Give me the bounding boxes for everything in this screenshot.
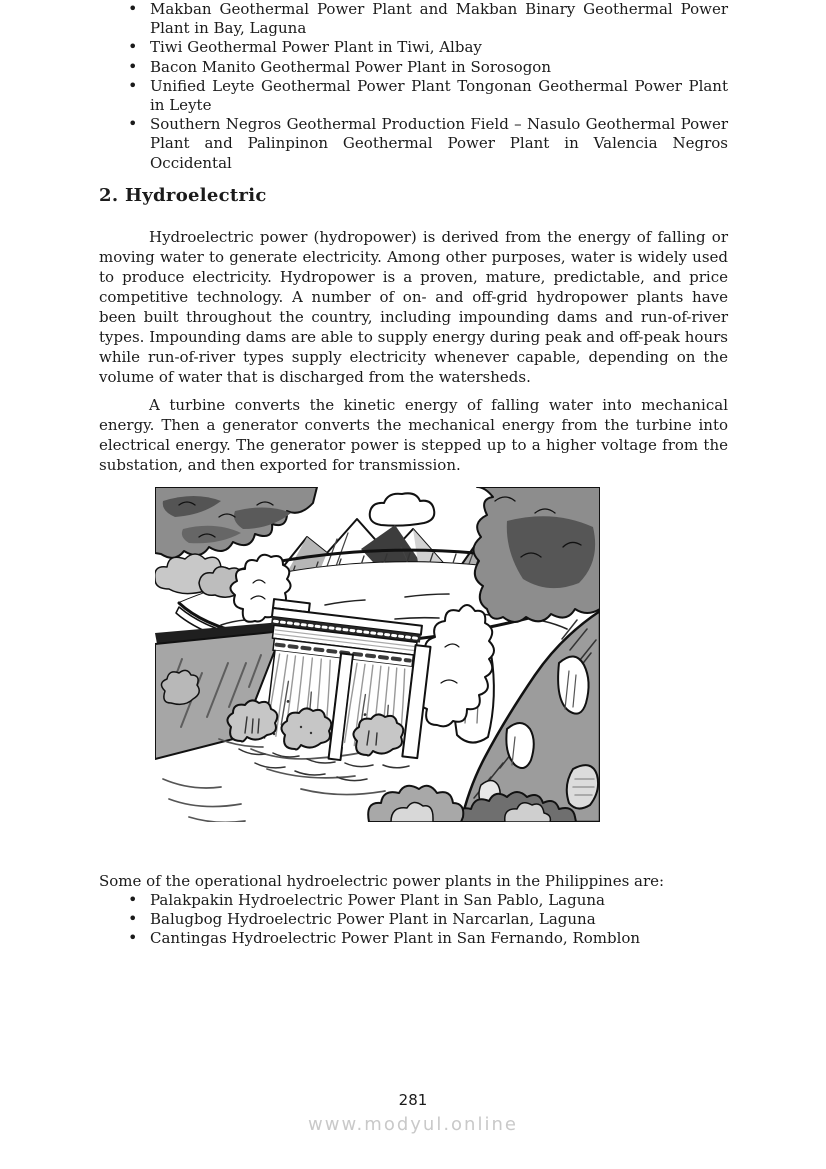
- list-item: • Bacon Manito Geothermal Power Plant in Sorosogon: [99, 58, 728, 77]
- paragraph-hydropower-overview: Hydroelectric power (hydropower) is derived from the energy of falling or moving water to generate electricity. Among other purposes, water is widely used to produce electricity. Hydropower is a proven, mature, predictable, and price competitive technology. A number of on- and off-grid hydropower plants have been built throughout the country, including impounding dams and run-of-river types. Impounding dams are able to supply energy during peak and off-peak hours while run-of-river types supply electricity whenever capable, depending on the volume of water that is discharged from the watersheds.: [99, 227, 728, 386]
- paragraph-turbine-generator: A turbine converts the kinetic energy of falling water into mechanical energy. Then a generator converts the mechanical energy from the turbine into electrical energy. The generator power is stepped up to a higher voltage from the substation, and then exported for transmission.: [99, 395, 728, 474]
- list-item: • Palakpakin Hydroelectric Power Plant in San Pablo, Laguna: [99, 891, 728, 910]
- hydro-plants-intro: Some of the operational hydroelectric power plants in the Philippines are:: [99, 871, 665, 890]
- list-item: • Southern Negros Geothermal Production Field – Nasulo Geothermal Power Plant and Palinpinon Geothermal Power Plant in Valencia Negros Occidental: [99, 115, 728, 173]
- hydroelectric-plant-list: [99, 891, 728, 949]
- dam-illustration: [155, 487, 600, 822]
- geothermal-plant-list: [99, 0, 728, 173]
- list-item: • Makban Geothermal Power Plant and Makban Binary Geothermal Power Plant in Bay, Laguna: [99, 0, 728, 38]
- list-item: • Unified Leyte Geothermal Power Plant Tongonan Geothermal Power Plant in Leyte: [99, 77, 728, 115]
- section-heading: 2. Hydroelectric: [99, 184, 267, 206]
- list-item: • Cantingas Hydroelectric Power Plant in San Fernando, Romblon: [99, 929, 728, 948]
- list-item: • Tiwi Geothermal Power Plant in Tiwi, Albay: [99, 38, 728, 57]
- page-number: 281: [398, 1091, 428, 1109]
- dam-illustration-svg: [155, 487, 600, 822]
- watermark: www.modyul.online: [308, 1114, 518, 1135]
- text-block: [99, 0, 728, 948]
- list-item: • Balugbog Hydroelectric Power Plant in Narcarlan, Laguna: [99, 910, 728, 929]
